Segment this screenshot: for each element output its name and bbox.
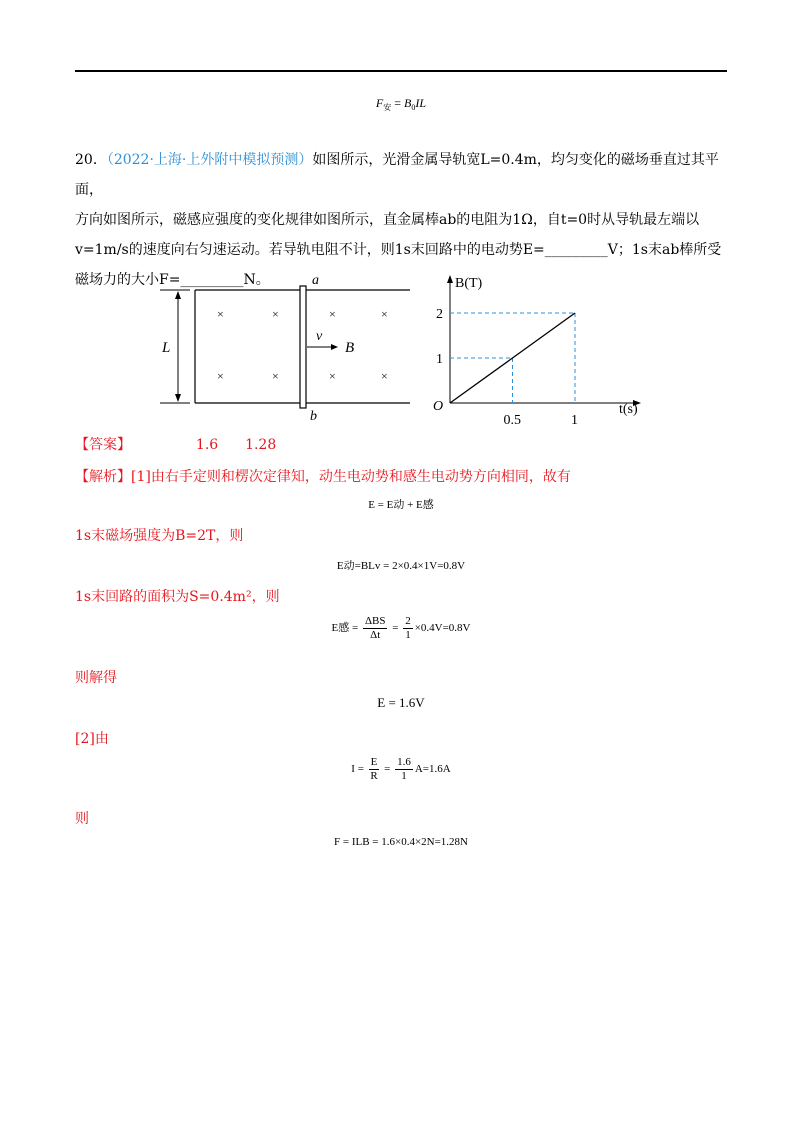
velocity-arrow-head	[331, 344, 338, 350]
analysis-line-5: [2]由	[75, 731, 109, 747]
question-line-3: v=1m/s的速度向右匀速运动。若导轨电阻不计，则1s末回路中的电动势E=_________V；1s末ab棒所受	[75, 242, 722, 258]
x-tick-label: 1	[571, 413, 578, 428]
answer-label: 【答案】	[75, 437, 131, 453]
equation-6: F = ILB = 1.6×0.4×2N=1.28N	[334, 836, 468, 848]
eq3-tail: ×0.4V=0.8V	[414, 622, 471, 635]
field-mark: ×	[381, 369, 388, 383]
equation-3: E感 = $\frac{\text{ΔBS}}{\Delta t}$ = $\frac{2}{1}$ ×0.4V=0.8V	[331, 615, 471, 641]
b-t-graph	[425, 270, 660, 428]
question-line-1-text: 如图所示，光滑金属导轨宽L=0.4m，均匀变化的磁场垂直过其平面，	[75, 152, 719, 198]
equation-1: E = E动 + E感	[368, 499, 434, 511]
question-line-4: 磁场力的大小F=_________N。	[75, 272, 270, 288]
question-line-1	[75, 145, 735, 205]
x-axis-label: t(s)	[619, 402, 638, 417]
field-mark: ×	[272, 369, 279, 383]
analysis-line-4: 则解得	[75, 670, 117, 686]
label-B: B	[345, 340, 355, 356]
question-source[interactable]: （2022·上海·上外附中模拟预测）	[106, 152, 313, 168]
rail-figure	[150, 270, 420, 430]
origin-label: O	[433, 399, 444, 414]
equation-4: E = 1.6V	[377, 695, 425, 710]
y-tick-label: 2	[436, 307, 443, 322]
question-line-2: 方向如图所示，磁感应强度的变化规律如图所示，直金属棒ab的电阻为1Ω，自t=0时从导轨最左端以	[75, 212, 700, 228]
top-formula: $F_安 = B_0IL$	[375, 96, 427, 112]
eq5-den-2: 1	[401, 770, 407, 782]
eq3-den-2: 1	[405, 629, 411, 641]
question-number: 20．	[75, 152, 107, 168]
width-arrow-head-up	[175, 291, 181, 299]
eq5-num-2: 1.6	[397, 756, 411, 768]
y-axis-label: B(T)	[455, 276, 483, 291]
label-v: v	[316, 329, 323, 344]
answer-value-1: 1.6	[195, 437, 219, 453]
width-arrow-head-down	[175, 394, 181, 402]
eq3-lhs: E感 =	[331, 622, 359, 635]
eq5-num-1: E	[370, 756, 378, 768]
answer-line	[75, 434, 276, 454]
top-rule	[75, 70, 727, 72]
eq3-num-1: ΔBS	[364, 615, 386, 627]
metal-rod-ab	[300, 286, 306, 408]
eq3-num-2: 2	[405, 615, 411, 627]
analysis-label: 【解析】	[75, 469, 131, 485]
equation-2: E动=BLv = 2×0.4×1V=0.8V	[336, 560, 466, 572]
field-mark: ×	[329, 307, 336, 321]
field-mark: ×	[272, 307, 279, 321]
field-mark: ×	[329, 369, 336, 383]
answer-value-2: 1.28	[245, 437, 277, 453]
eq5-fraction-2	[395, 756, 413, 783]
eq5-tail: A=1.6A	[414, 763, 451, 776]
analysis-line-2: 1s末磁场强度为B=2T，则	[75, 528, 244, 544]
x-tick-label: 0.5	[503, 413, 521, 428]
eq3-fraction-1	[363, 615, 388, 642]
y-tick-label: 1	[436, 352, 443, 367]
field-mark: ×	[217, 307, 224, 321]
field-mark: ×	[217, 369, 224, 383]
analysis-line-3: 1s末回路的面积为S=0.4m²，则	[75, 589, 280, 605]
eq3-den-1: Δt	[370, 629, 381, 641]
label-a: a	[312, 273, 319, 288]
y-axis-arrow	[447, 275, 453, 283]
field-mark: ×	[381, 307, 388, 321]
analysis-line-1	[75, 466, 571, 486]
label-L: L	[162, 340, 171, 356]
equation-5: I = $\frac{E}{R}$ = $\frac{1.6}{1}$ A=1.6A	[351, 756, 451, 782]
analysis-line-6: 则	[75, 811, 89, 827]
eq3-fraction-2	[403, 615, 413, 642]
analysis-text-1: [1]由右手定则和楞次定律知，动生电动势和感生电动势方向相同，故有	[131, 469, 571, 485]
eq5-fraction-1	[369, 756, 380, 783]
label-b: b	[310, 409, 317, 424]
eq5-den-1: R	[370, 770, 378, 782]
eq5-lhs: I =	[351, 763, 364, 776]
